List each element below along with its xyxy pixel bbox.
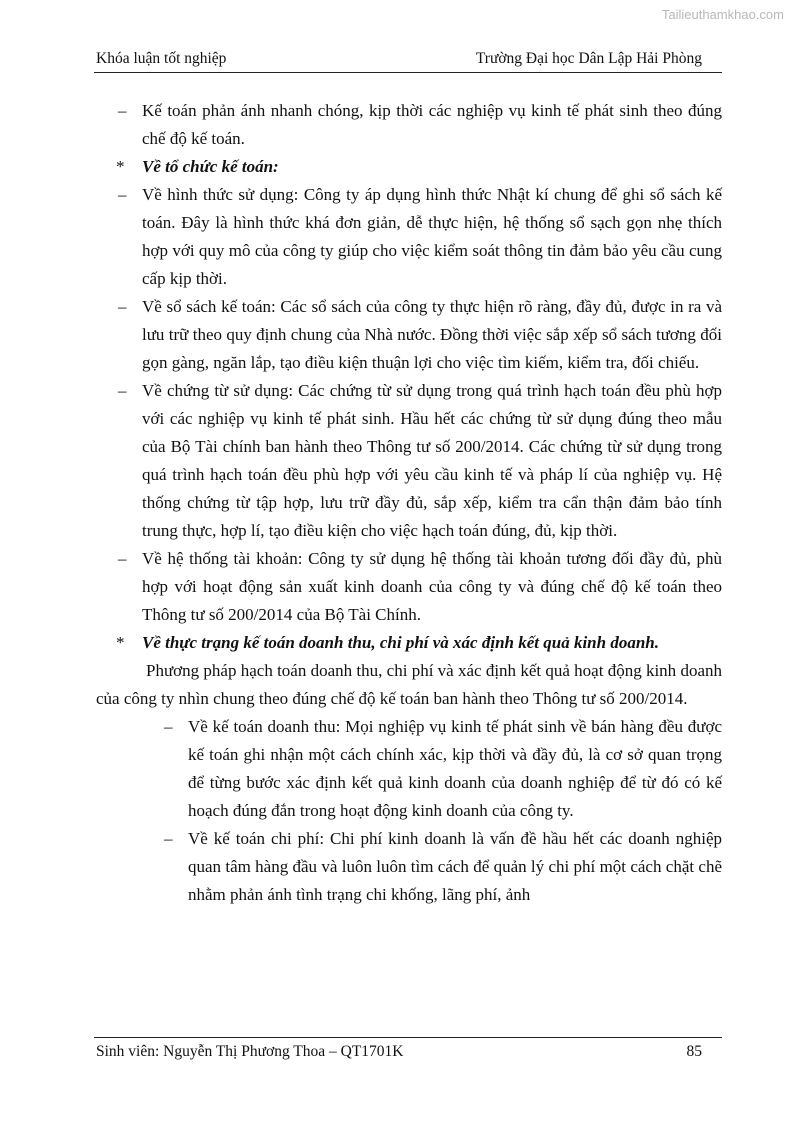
page-number: 85 xyxy=(686,1043,702,1060)
dash-bullet: – xyxy=(118,185,127,204)
dash-bullet: – xyxy=(118,381,127,400)
header-right-text: Trường Đại học Dân Lập Hải Phòng xyxy=(475,50,702,67)
body-paragraph: Phương pháp hạch toán doanh thu, chi phí và xác định kết quả hoạt động kinh doanh của công ty nhìn chung theo đúng chế độ kế toán ban hành theo Thông tư số 200/2014. xyxy=(96,661,722,708)
list-item xyxy=(96,377,722,545)
list-item-text: Kế toán phản ánh nhanh chóng, kịp thời các nghiệp vụ kinh tế phát sinh theo đúng chế độ kế toán. xyxy=(142,101,722,148)
section-heading xyxy=(96,153,722,181)
list-item-text: Về kế toán doanh thu: Mọi nghiệp vụ kinh tế phát sinh về bán hàng đều được kế toán ghi nhận một cách chính xác, kịp thời và đầy đủ, là cơ sở quan trọng để từng bước xác định kết quả kinh doanh của doanh nghiệp để từ đó có kế hoạch đúng đắn trong hoạt động kinh doanh của công ty. xyxy=(188,717,722,820)
asterisk-bullet: * xyxy=(116,157,125,176)
footer-author: Sinh viên: Nguyễn Thị Phương Thoa – QT1701K xyxy=(96,1043,404,1060)
asterisk-bullet: * xyxy=(116,633,125,652)
document-body xyxy=(96,97,722,909)
footer-divider xyxy=(94,1037,722,1038)
dash-bullet: – xyxy=(118,549,127,568)
list-item xyxy=(96,293,722,377)
dash-bullet: – xyxy=(164,829,173,848)
header-divider xyxy=(94,72,722,73)
dash-bullet: – xyxy=(164,717,173,736)
dash-bullet: – xyxy=(118,297,127,316)
dash-bullet: – xyxy=(118,101,127,120)
list-item xyxy=(96,713,722,825)
list-item-text: Về chứng từ sử dụng: Các chứng từ sử dụng trong quá trình hạch toán đều phù hợp với các nghiệp vụ kinh tế phát sinh. Hầu hết các chứng từ sử dụng đúng theo mẫu của Bộ Tài chính ban hành theo Thông tư số 200/2014. Các chứng từ sử dụng trong quá trình hạch toán đều phù hợp với yêu cầu kinh tế và pháp lí của nghiệp vụ. Hệ thống chứng từ tập hợp, lưu trữ đầy đủ, sắp xếp, kiểm tra cẩn thận đảm bảo tính trung thực, hợp lí, tạo điều kiện cho việc hạch toán đúng, đủ, kịp thời. xyxy=(142,381,722,540)
header-left-text: Khóa luận tốt nghiệp xyxy=(96,50,227,67)
watermark: Tailieuthamkhao.com xyxy=(661,7,784,22)
list-item-text: Về kế toán chi phí: Chi phí kinh doanh là vấn đề hầu hết các doanh nghiệp quan tâm hàng đầu và luôn luôn tìm cách để quản lý chi phí một cách chặt chẽ nhằm phản ánh tình trạng chi khống, lãng phí, ảnh xyxy=(188,829,722,904)
list-item xyxy=(96,97,722,153)
page-footer xyxy=(96,1042,702,1062)
list-item-text: Về sổ sách kế toán: Các sổ sách của công ty thực hiện rõ ràng, đầy đủ, được in ra và lưu trữ theo quy định chung của Nhà nước. Đồng thời việc sắp xếp sổ sách tương đối gọn gàng, ngăn lắp, tạo điều kiện thuận lợi cho việc tìm kiếm, kiểm tra, đối chiếu. xyxy=(142,297,722,372)
page-header xyxy=(96,49,702,69)
list-item xyxy=(96,181,722,293)
list-item xyxy=(96,545,722,629)
list-item-text: Về hình thức sử dụng: Công ty áp dụng hình thức Nhật kí chung để ghi sổ sách kế toán. Đây là hình thức khá đơn giản, dễ thực hiện, hệ thống sổ sạch gọn nhẹ thích hợp với quy mô của công ty giúp cho việc kiểm soát thông tin đảm bảo yêu cầu cung cấp kịp thời. xyxy=(142,185,722,288)
list-item xyxy=(96,825,722,909)
section-heading-text: Về thực trạng kế toán doanh thu, chi phí và xác định kết quả kinh doanh. xyxy=(142,633,659,652)
section-heading-text: Về tổ chức kế toán: xyxy=(142,157,279,176)
section-heading xyxy=(96,629,722,657)
list-item-text: Về hệ thống tài khoản: Công ty sử dụng hệ thống tài khoản tương đối đầy đủ, phù hợp với hoạt động sản xuất kinh doanh của công ty và đúng chế độ kế toán theo Thông tư số 200/2014 của Bộ Tài Chính. xyxy=(142,549,722,624)
